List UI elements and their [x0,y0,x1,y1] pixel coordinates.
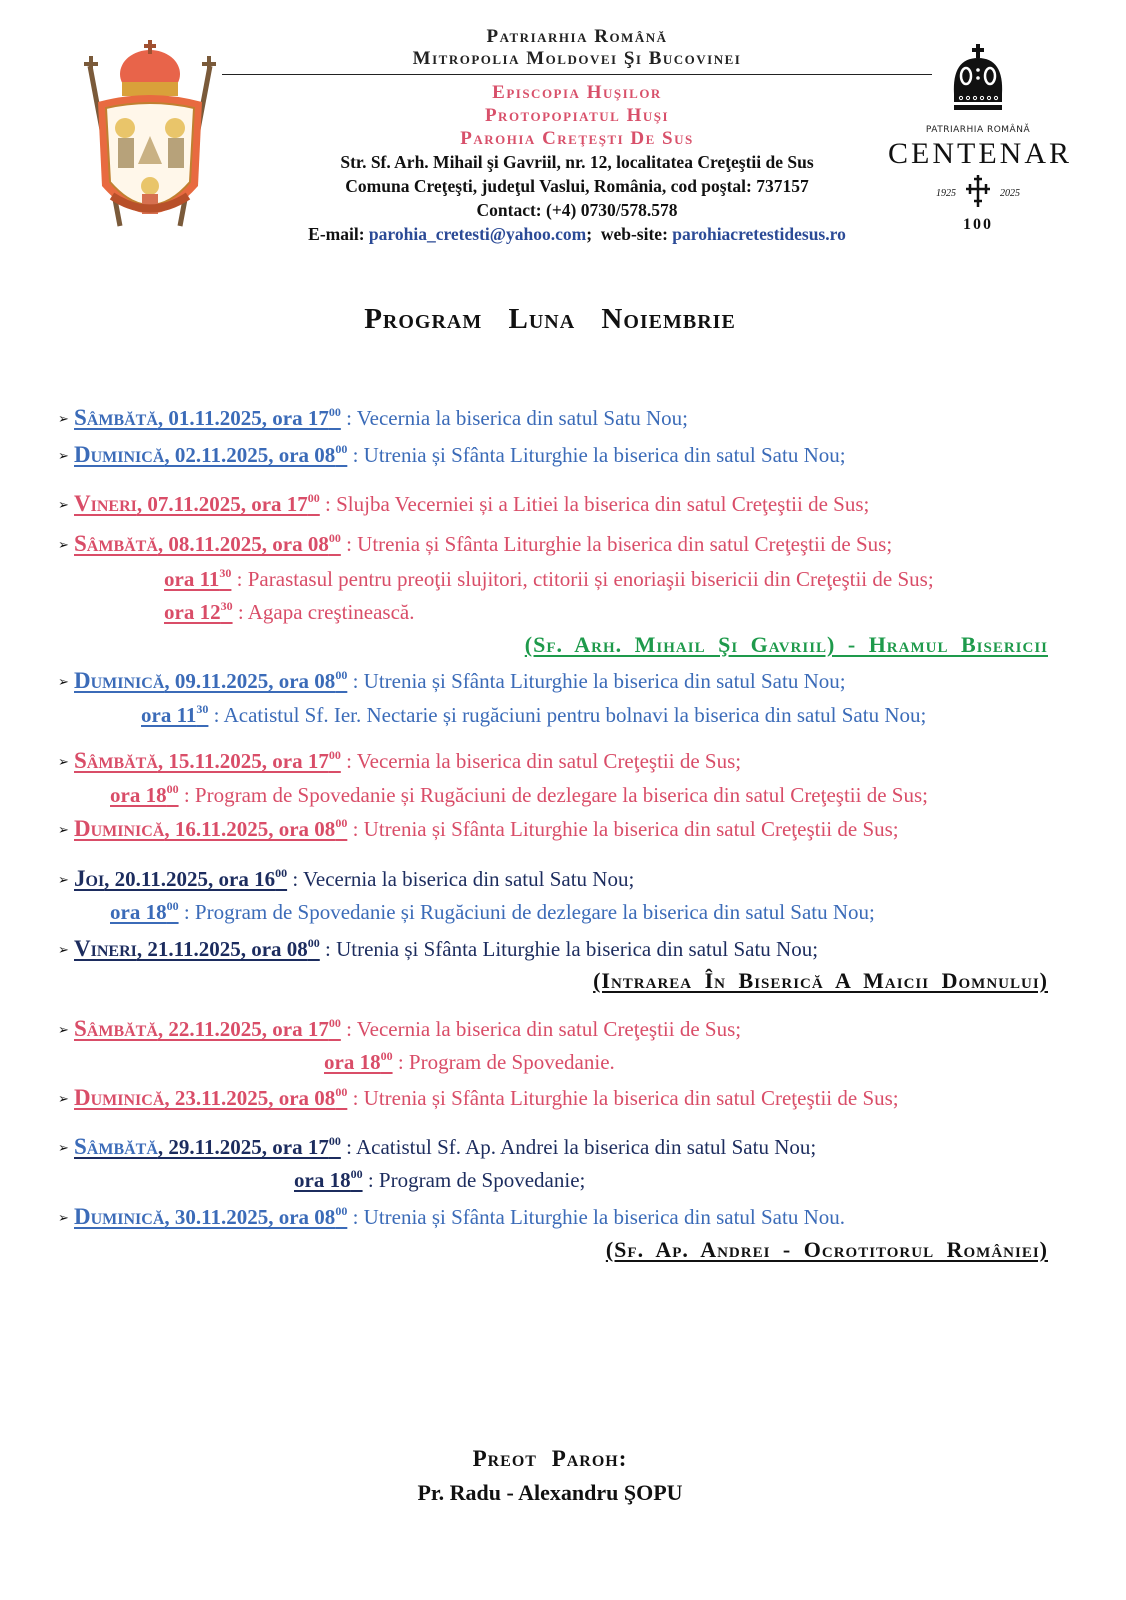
event-minutes: 00 [328,1016,341,1030]
schedule-entry [58,531,892,558]
arrow-bullet-icon: ➢ [58,1091,69,1106]
event-date-time: , 08.11.2025, ora 08 [157,532,329,556]
schedule-subentry [164,599,415,625]
event-description: : Utrenia și Sfânta Liturghie la biserica din satul Satu Nou; [347,669,846,693]
event-description: : Vecernia la biserica din satul Creţeştii de Sus; [340,749,742,773]
event-datetime [110,783,179,807]
event-day: Sâmbătă [74,748,158,773]
event-date-time: , 07.11.2025, ora 17 [136,492,308,516]
event-minutes: 00 [335,668,348,682]
event-datetime [74,443,347,467]
schedule-entry [58,1085,899,1112]
event-description: : Program de Spovedanie și Rugăciuni de dezlegare la biserica din satul Creţeştii de Sus; [178,783,928,807]
event-date-time: , 02.11.2025, ora 08 [164,443,336,467]
schedule-entry [58,748,741,775]
event-minutes: 00 [166,782,179,796]
event-minutes: 30 [219,566,232,580]
contact-phone: Contact: (+4) 0730/578.578 [476,200,678,220]
arrow-bullet-icon: ➢ [58,822,69,837]
feast-note: (Intrarea În Biserică A Maicii Domnului) [593,968,1048,993]
schedule-entry [58,866,634,893]
arrow-bullet-icon: ➢ [58,942,69,957]
event-date-time: ora 18 [294,1168,351,1192]
event-minutes: 00 [328,531,341,545]
event-date-time: , 09.11.2025, ora 08 [164,669,336,693]
event-date-time: , 29.11.2025, ora 17 [157,1135,329,1159]
arrow-bullet-icon: ➢ [58,1022,69,1037]
event-description: : Utrenia și Sfânta Liturghie la biserica din satul Creţeştii de Sus; [340,532,893,556]
event-date-time: ora 12 [164,600,221,624]
schedule-entry [58,1134,816,1161]
event-date-time: ora 11 [141,703,197,727]
event-description: : Utrenia și Sfânta Liturghie la biserica din satul Creţeştii de Sus; [347,817,899,841]
email-link[interactable]: parohia_cretesti@yahoo.com [368,224,587,244]
event-minutes: 00 [335,816,348,830]
event-datetime [74,749,341,773]
event-date-time: , 22.11.2025, ora 17 [157,1017,329,1041]
event-date-time: ora 18 [110,783,167,807]
event-datetime [74,1017,341,1041]
arrow-bullet-icon: ➢ [58,674,69,689]
schedule-entry [58,1204,845,1231]
arrow-bullet-icon: ➢ [58,754,69,769]
page-title: Program Luna Noiembrie [364,303,736,335]
schedule-entry [58,668,846,695]
schedule-entry [58,491,869,518]
schedule-subentry [141,702,926,728]
event-minutes: 00 [328,405,341,419]
event-day: Vineri [74,491,137,516]
schedule-entry [58,936,818,963]
website-link[interactable]: parohiacretestidesus.ro [672,224,846,244]
event-datetime [164,567,231,591]
event-day: Sâmbătă [74,531,158,556]
event-datetime [74,1086,347,1110]
event-day: Duminică [74,442,165,467]
schedule-entry [58,442,846,469]
event-description: : Agapa creştinească. [232,600,415,624]
event-minutes: 00 [335,1085,348,1099]
event-minutes: 00 [275,866,288,880]
event-day: Duminică [74,668,165,693]
event-day: Vineri [74,936,137,961]
event-minutes: 00 [166,899,179,913]
website-label: web-site: [600,224,668,244]
event-minutes: 30 [220,599,233,613]
event-datetime [74,867,287,891]
event-day: Sâmbătă [74,405,158,430]
diocese-name: Episcopia Huşilor [492,82,662,103]
event-day: Joi [74,866,105,891]
centenar-years [888,173,1068,214]
event-minutes: 00 [350,1167,363,1181]
event-description: : Program de Spovedanie și Rugăciuni de dezlegare la biserica din satul Satu Nou; [178,900,875,924]
event-date-time: , 20.11.2025, ora 16 [104,867,276,891]
event-minutes: 00 [307,936,320,950]
contact-online: E-mail: parohia_cretesti@yahoo.com; web-site: parohiacretestidesus.ro [308,224,846,244]
episcopal-crest-icon [80,36,220,241]
event-description: : Slujba Vecerniei și a Litiei la biserica din satul Creţeştii de Sus; [319,492,870,516]
event-date-time: , 21.11.2025, ora 08 [136,937,308,961]
signature-name: Pr. Radu - Alexandru ŞOPU [417,1480,683,1505]
schedule-subentry [294,1167,585,1193]
event-datetime [74,937,320,961]
event-day: Duminică [74,816,165,841]
centenar-number: 100 [963,216,993,233]
arrow-bullet-icon: ➢ [58,872,69,887]
event-description: : Vecernia la biserica din satul Satu Nou; [340,406,689,430]
event-description: : Acatistul Sf. Ier. Nectarie și rugăciuni pentru bolnavi la biserica din satul Satu Nou; [208,703,927,727]
event-description: : Acatistul Sf. Ap. Andrei la biserica din satul Satu Nou; [340,1135,817,1159]
event-date-time: , 23.11.2025, ora 08 [164,1086,336,1110]
event-datetime [74,532,341,556]
address-line-2: Comuna Creţeşti, judeţul Vaslui, România, cod poştal: 737157 [345,176,809,196]
event-description: : Utrenia și Sfânta Liturghie la biserica din satul Satu Nou. [347,1205,845,1229]
centenar-logo [888,42,1072,247]
event-day: Sâmbătă [74,1134,158,1159]
event-date-time: , 30.11.2025, ora 08 [164,1205,336,1229]
event-minutes: 00 [307,491,320,505]
signature-role: Preot Paroh: [472,1446,628,1471]
event-minutes: 00 [335,1204,348,1218]
event-minutes: 30 [196,702,209,716]
event-minutes: 00 [328,1134,341,1148]
event-description: : Program de Spovedanie. [392,1050,615,1074]
schedule-subentry [164,566,934,592]
event-datetime [164,600,233,624]
year-end: 2025 [1000,188,1020,199]
event-date-time: ora 18 [110,900,167,924]
parish-name: Parohia Creţeşti De Sus [460,128,694,149]
event-datetime [74,1135,341,1159]
event-datetime [110,900,179,924]
patriarchate-name: Patriarhia Română [486,26,668,47]
arrow-bullet-icon: ➢ [58,1210,69,1225]
email-label: E-mail: [308,224,365,244]
event-date-time: , 01.11.2025, ora 17 [157,406,329,430]
arrow-bullet-icon: ➢ [58,1140,69,1155]
event-minutes: 00 [380,1049,393,1063]
schedule-entry [58,405,688,432]
event-datetime [74,669,347,693]
event-datetime [74,1205,347,1229]
feast-note: (Sf. Ap. Andrei - Ocrotitorul României) [605,1237,1048,1262]
event-day: Duminică [74,1085,165,1110]
event-day: Duminică [74,1204,165,1229]
event-minutes: 00 [335,442,348,456]
schedule-entry [58,816,899,843]
event-date-time: ora 11 [164,567,220,591]
schedule-subentry [324,1049,615,1075]
schedule-subentry [110,899,875,925]
metropolis-name: Mitropolia Moldovei Şi Bucovinei [412,48,742,69]
arrow-bullet-icon: ➢ [58,537,69,552]
event-datetime [74,406,341,430]
header-divider [222,74,932,75]
centenar-title: CENTENAR [888,137,1072,170]
arrow-bullet-icon: ➢ [58,411,69,426]
event-datetime [74,817,347,841]
year-start: 1925 [936,188,956,199]
event-description: : Utrenia și Sfânta Liturghie la biserica din satul Creţeştii de Sus; [347,1086,899,1110]
event-date-time: , 16.11.2025, ora 08 [164,817,336,841]
schedule-subentry [110,782,928,808]
centenar-org: PATRIARHIA ROMÂNĂ [925,125,1031,135]
arrow-bullet-icon: ➢ [58,497,69,512]
mitre-crown-icon [888,42,1068,119]
event-date-time: , 15.11.2025, ora 17 [157,749,329,773]
event-description: : Program de Spovedanie; [362,1168,586,1192]
address-line-1: Str. Sf. Arh. Mihail şi Gavriil, nr. 12, localitatea Creţeştii de Sus [340,152,814,172]
event-description: : Vecernia la biserica din satul Creţeştii de Sus; [340,1017,742,1041]
deanery-name: Protopopiatul Huşi [484,105,670,126]
arrow-bullet-icon: ➢ [58,448,69,463]
event-description: : Utrenia și Sfânta Liturghie la biserica din satul Satu Nou; [319,937,819,961]
event-date-time: ora 18 [324,1050,381,1074]
cross-icon [964,173,992,214]
letterhead [222,26,932,246]
event-description: : Parastasul pentru preoţii slujitori, ctitorii și enoriaşii bisericii din Creţeştii de Sus; [231,567,934,591]
event-datetime [294,1168,363,1192]
event-datetime [324,1050,393,1074]
event-minutes: 00 [328,748,341,762]
event-datetime [74,492,320,516]
event-description: : Utrenia și Sfânta Liturghie la biserica din satul Satu Nou; [347,443,846,467]
event-day: Sâmbătă [74,1016,158,1041]
event-description: : Vecernia la biserica din satul Satu Nou; [287,867,635,891]
schedule-entry [58,1016,741,1043]
event-datetime [141,703,208,727]
feast-note: (Sf. Arh. Mihail Şi Gavriil) - Hramul Bisericii [524,632,1048,657]
